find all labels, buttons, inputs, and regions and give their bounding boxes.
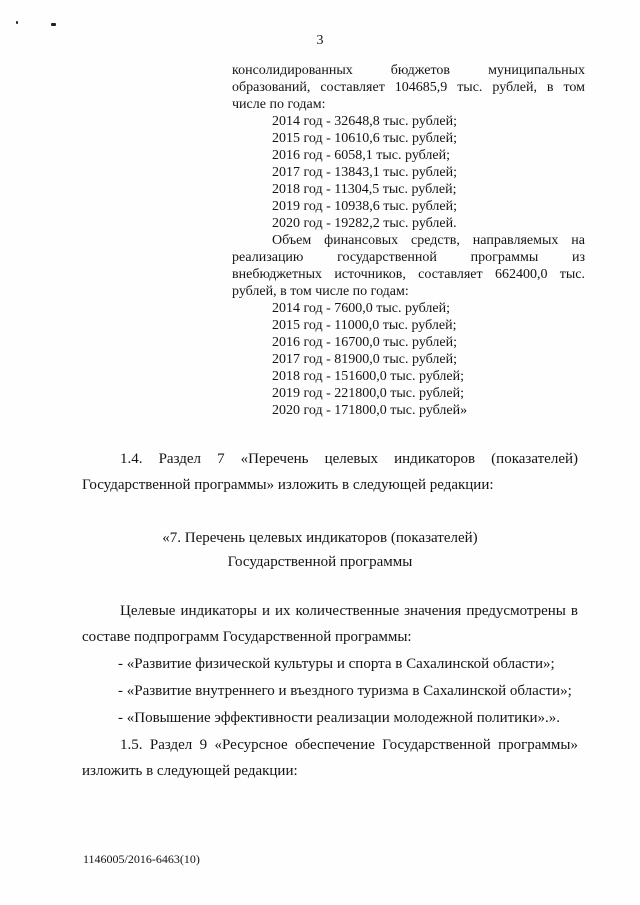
- section-heading-subtitle: Государственной программы: [227, 554, 413, 570]
- year-line: 2018 год - 11304,5 тыс. рублей;: [272, 182, 457, 197]
- list-item: - «Развитие внутреннего и въездного туризма в Сахалинской области»;: [118, 683, 572, 699]
- text-line: Объем финансовых средств, направляемых на: [272, 233, 585, 248]
- year-line: 2019 год - 221800,0 тыс. рублей;: [272, 386, 465, 401]
- section-1-5-line: изложить в следующей редакции:: [82, 763, 298, 779]
- section-1-4-line: 1.4. Раздел 7 «Перечень целевых индикаторов (показателей): [120, 451, 578, 467]
- section-1-5-line: 1.5. Раздел 9 «Ресурсное обеспечение Государственной программы»: [120, 737, 578, 753]
- page-number: 3: [316, 33, 324, 48]
- text-line: реализацию государственной программы из: [232, 250, 585, 265]
- paragraph-line: составе подпрограмм Государственной программы:: [82, 629, 412, 645]
- year-line: 2019 год - 10938,6 тыс. рублей;: [272, 199, 458, 214]
- text-line: консолидированных бюджетов муниципальных: [232, 63, 585, 78]
- list-item: - «Развитие физической культуры и спорта в Сахалинской области»;: [118, 656, 555, 672]
- text-line: внебюджетных источников, составляет 662400,0 тыс.: [232, 267, 585, 282]
- year-line: 2014 год - 7600,0 тыс. рублей;: [272, 301, 451, 316]
- year-line: 2014 год - 32648,8 тыс. рублей;: [272, 114, 458, 129]
- year-line: 2018 год - 151600,0 тыс. рублей;: [272, 369, 465, 384]
- text-line: образований, составляет 104685,9 тыс. рублей, в том: [232, 80, 585, 95]
- scan-speck: [16, 21, 18, 24]
- year-line: 2017 год - 81900,0 тыс. рублей;: [272, 352, 458, 367]
- year-line: 2017 год - 13843,1 тыс. рублей;: [272, 165, 458, 180]
- year-line: 2015 год - 10610,6 тыс. рублей;: [272, 131, 458, 146]
- year-line: 2020 год - 171800,0 тыс. рублей»: [272, 403, 468, 418]
- scan-speck: [51, 23, 56, 26]
- section-heading: «7. Перечень целевых индикаторов (показателей): [162, 530, 478, 546]
- year-line: 2020 год - 19282,2 тыс. рублей.: [272, 216, 457, 231]
- document-code: 1146005/2016-6463(10): [83, 852, 200, 866]
- list-item: - «Повышение эффективности реализации молодежной политики».».: [118, 710, 561, 726]
- text-line: рублей, в том числе по годам:: [232, 284, 409, 299]
- year-line: 2016 год - 6058,1 тыс. рублей;: [272, 148, 451, 163]
- year-line: 2015 год - 11000,0 тыс. рублей;: [272, 318, 457, 333]
- paragraph-line: Целевые индикаторы и их количественные значения предусмотрены в: [120, 603, 578, 619]
- section-1-4-line: Государственной программы» изложить в следующей редакции:: [82, 477, 494, 493]
- year-line: 2016 год - 16700,0 тыс. рублей;: [272, 335, 458, 350]
- text-line: числе по годам:: [232, 97, 326, 112]
- indented-column: [232, 62, 585, 419]
